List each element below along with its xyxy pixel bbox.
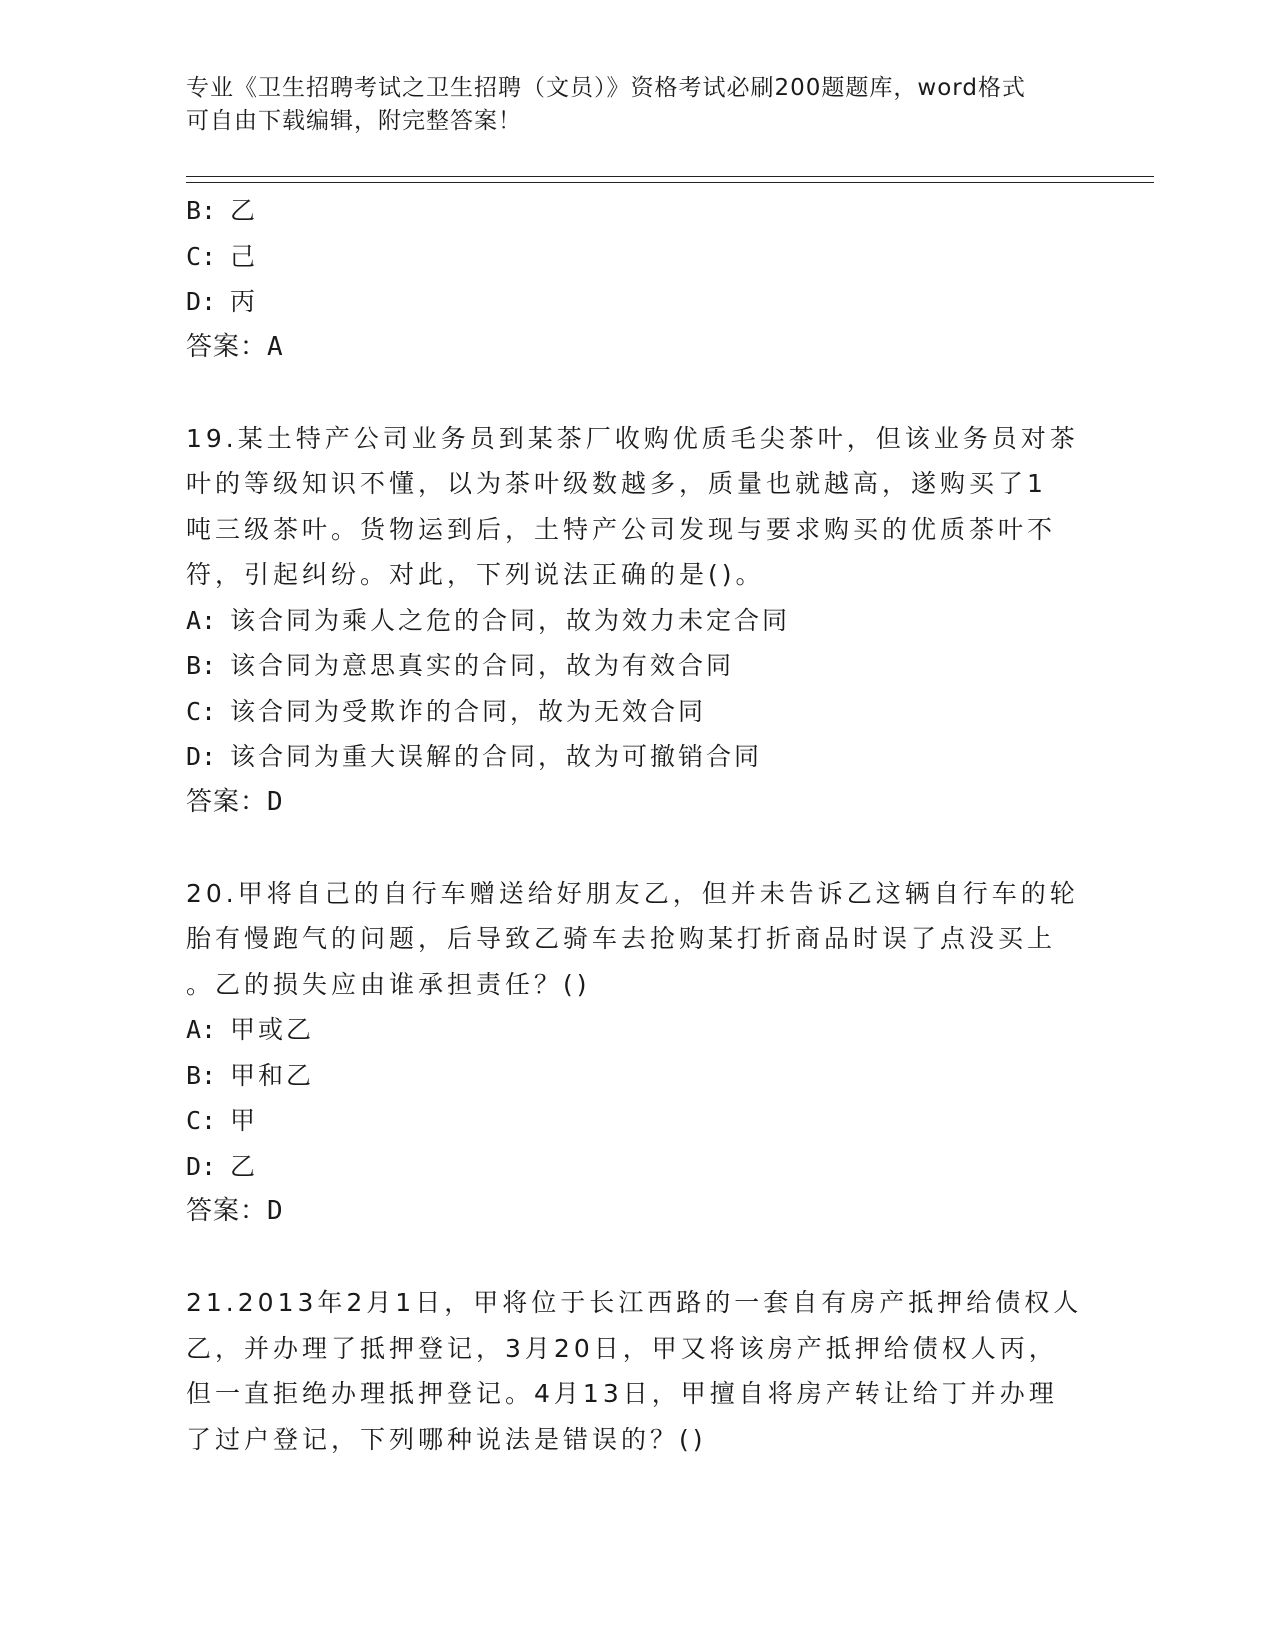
stem-line: 。乙的损失应由谁承担责任？(): [186, 969, 591, 999]
question-stem: [186, 871, 1086, 1008]
stem-line: 乙，并办理了抵押登记，3月20日，甲又将该房产抵押给债权人丙，: [186, 1333, 1058, 1363]
stem-line: 了过户登记，下列哪种说法是错误的？(): [186, 1424, 707, 1454]
option-label: D:: [186, 742, 217, 771]
option-c: [186, 1098, 1086, 1144]
option-label: D:: [186, 1151, 217, 1181]
option-label: C:: [186, 696, 217, 726]
stem-line: 符，引起纠纷。对此，下列说法正确的是()。: [186, 560, 765, 589]
header-rule-top: [186, 176, 1154, 177]
option-c: [186, 234, 1086, 280]
answer-line: [186, 325, 1086, 371]
option-a: [186, 1007, 1086, 1053]
answer-label: 答案：: [186, 1196, 268, 1226]
option-text: 己: [230, 241, 259, 271]
option-text: 该合同为乘人之危的合同，故为效力未定合同: [230, 605, 791, 635]
answer-line: [186, 1189, 1086, 1235]
option-label: B:: [186, 651, 217, 680]
option-text: 乙: [230, 196, 259, 225]
document-header: [186, 72, 1086, 138]
header-line-1: 专业《卫生招聘考试之卫生招聘（文员）》资格考试必刷200题题库，word格式: [186, 75, 1026, 101]
option-text: 该合同为受欺诈的合同，故为无效合同: [230, 696, 707, 726]
question-19: [186, 416, 1086, 826]
option-text: 该合同为重大误解的合同，故为可撤销合同: [230, 742, 763, 771]
option-label: B:: [186, 1060, 217, 1090]
option-text: 甲: [230, 1106, 259, 1135]
question-stem: [186, 416, 1086, 598]
question-21: [186, 1280, 1086, 1462]
header-line-2: 可自由下载编辑，附完整答案！: [186, 108, 522, 134]
header-rule-bottom: [186, 182, 1154, 183]
stem-line: 但一直拒绝办理抵押登记。4月13日，甲擅自将房产转让给丁并办理: [186, 1379, 1058, 1408]
spacer: [186, 1235, 1086, 1281]
stem-line: 20.甲将自己的自行车赠送给好朋友乙，但并未告诉乙这辆自行车的轮: [186, 878, 1079, 908]
question-18-tail: [186, 188, 1086, 370]
option-label: B:: [186, 196, 217, 225]
option-text: 丙: [230, 287, 259, 316]
option-text: 甲和乙: [230, 1060, 315, 1090]
option-b: [186, 188, 1086, 234]
option-label: A:: [186, 605, 217, 635]
option-text: 甲或乙: [230, 1015, 315, 1044]
document-body: [186, 188, 1086, 1462]
answer-value: D: [267, 786, 284, 817]
option-b: [186, 1053, 1086, 1099]
stem-line: 19.某土特产公司业务员到某茶厂收购优质毛尖茶叶，但该业务员对茶: [186, 423, 1079, 453]
question-stem: [186, 1280, 1086, 1462]
question-20: [186, 871, 1086, 1235]
answer-value: A: [267, 331, 284, 362]
answer-label: 答案：: [186, 786, 268, 817]
option-b: [186, 643, 1086, 689]
answer-label: 答案：: [186, 331, 268, 362]
option-d: [186, 1144, 1086, 1190]
option-d: [186, 279, 1086, 325]
spacer: [186, 370, 1086, 416]
answer-value: D: [267, 1196, 284, 1226]
option-label: D:: [186, 287, 217, 316]
option-label: C:: [186, 1106, 217, 1135]
option-d: [186, 734, 1086, 780]
option-c: [186, 689, 1086, 735]
option-text: 该合同为意思真实的合同，故为有效合同: [230, 651, 735, 680]
option-a: [186, 598, 1086, 644]
stem-line: 21.2013年2月1日，甲将位于长江西路的一套自有房产抵押给债权人: [186, 1288, 1083, 1317]
stem-line: 叶的等级知识不懂，以为茶叶级数越多，质量也就越高，遂购买了1: [186, 469, 1047, 498]
spacer: [186, 825, 1086, 871]
option-label: A:: [186, 1015, 217, 1044]
option-text: 乙: [230, 1151, 259, 1181]
stem-line: 吨三级茶叶。货物运到后，土特产公司发现与要求购买的优质茶叶不: [186, 514, 1057, 544]
answer-line: [186, 780, 1086, 826]
option-label: C:: [186, 241, 217, 271]
stem-line: 胎有慢跑气的问题，后导致乙骑车去抢购某打折商品时误了点没买上: [186, 924, 1057, 953]
